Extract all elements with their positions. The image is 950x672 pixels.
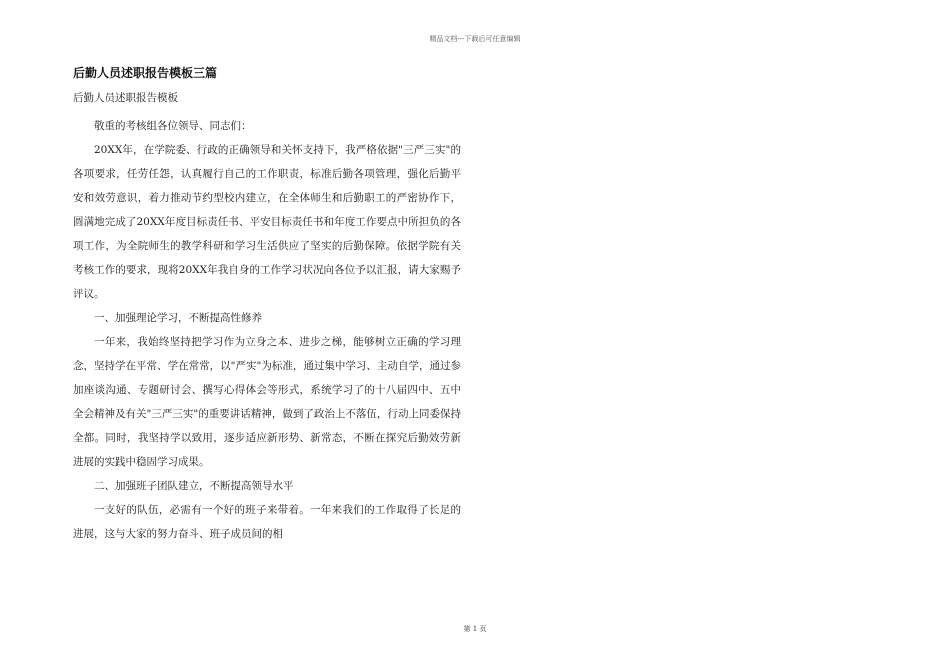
paragraph-section-1: 一年来，我始终坚持把学习作为立身之本、进步之梯，能够树立正确的学习理念，坚持学在平常、学在常常，以"严实"为标准，通过集中学习、主动自学，通过参加座谈沟通、专题研讨会、撰写心得体会等形式，系统学习了的十八届四中、五中全会精神及有关"三严三实"的重要讲话精神，做到了政治上不落伍，行动上同委保持全都。同时，我坚持学以致用，逐步适应新形势、新常态，不断在探究后勤效劳新进展的实践中稳固学习成果。: [73, 336, 461, 468]
document-body: [73, 64, 461, 546]
page-number: 第 1 页: [463, 625, 487, 633]
document-subtitle: 后勤人员述职报告模板: [73, 92, 178, 104]
greeting: 敬重的考核组各位领导、同志们：: [94, 120, 252, 132]
header-note: 精品文档---下载后可任意编辑: [429, 35, 521, 43]
section-heading-2: 二、加强班子团队建立，不断提高领导水平: [94, 480, 294, 492]
section-heading-1: 一、加强理论学习，不断提高性修养: [94, 312, 262, 324]
paragraph-intro: 20XX年，在学院委、行政的正确领导和关怀支持下，我严格依据"三严三实"的各项要求，任劳任怨，认真履行自己的工作职责，标准后勤各项管理，强化后勤平安和效劳意识，着力推动节约型校内建立，在全体师生和后勤职工的严密协作下，圆满地完成了20XX年度目标责任书、平安目标责任书和年度工作要点中所担负的各项工作，为全院师生的教学科研和学习生活供应了坚实的后勤保障。依据学院有关考核工作的要求，现将20XX年我自身的工作学习状况向各位予以汇报，请大家赐予评议。: [73, 144, 461, 300]
paragraph-section-2: 一支好的队伍，必需有一个好的班子来带着。一年来我们的工作取得了长足的进展，这与大家的努力奋斗、班子成员间的相: [73, 504, 461, 540]
document-title: 后勤人员述职报告模板三篇: [73, 66, 218, 80]
